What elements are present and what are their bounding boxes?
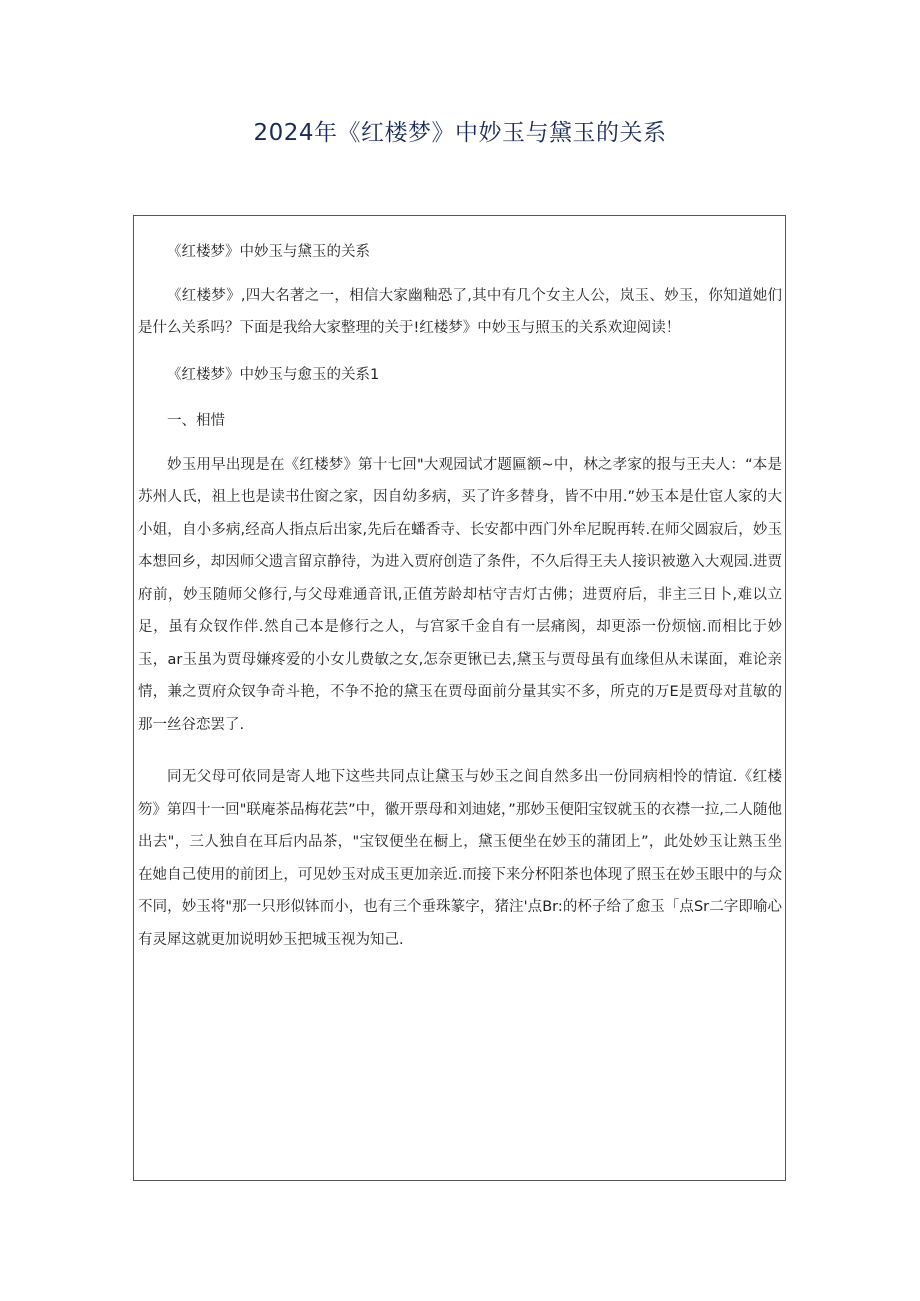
subtitle-paragraph: 《红楼梦》中妙玉与黛玉的关系 — [167, 244, 370, 260]
body-paragraph: 同无父母可依同是寄人地下这些共同点让黛玉与妙玉之间自然多出一份同病相怜的情谊.《红楼笏》第四十一回"联庵茶品梅花芸”中，徽开票母和刘迪姥，”那妙玉便阳宝钗就玉的衣襟一拉,二人随他出去"，三人独自在耳后内品茶，"宝钗便坐在橱上，黛玉便坐在妙玉的蒲团上”，此处妙玉让熟玉坐在她自己使用的前团上，可见妙玉对成玉更加亲近.而接下来分杯阳茶也体现了照玉在妙玉眼中的与众不同，妙玉将"那一只形似钵而小，也有三个垂珠篆字，猪注'点Br:的杯子给了愈玉「点Sr二字即喻心有灵犀这就更加说明妙玉把城玉视为知己. — [138, 769, 782, 948]
section-heading: 《红楼梦》中妙玉与愈玉的关系1 — [167, 366, 380, 383]
intro-paragraph: 《红楼梦》,四大名著之一，相信大家幽釉恐了,其中有几个女主人公，岚玉、妙玉，你知道她们是什么关系吗？下面是我给大家整理的关于!红楼梦》中妙玉与照玉的关系欢迎阅读！ — [138, 287, 782, 336]
content-box — [133, 215, 786, 1181]
page-title: 2024年《红楼梦》中妙玉与黛玉的关系 — [253, 120, 667, 146]
body-paragraph: 妙玉用早出现是在《红楼梦》第十七回"大观园试才题匾额~中，林之孝家的报与王夫人：“本是苏州人氏，祖上也是读书仕窗之家，因自幼多病，买了许多替身，皆不中用.”妙玉本是仕宦人家的大小姐，自小多病,经高人指点后出家,先后在蟠香寺、长安都中西门外牟尼睨再转.在师父圆寂后，妙玉本想回乡，却因师父遗言留京静待，为进入贾府创造了条件，不久后得王夫人接识被邀入大观园.进贾府前，妙玉随师父修行,与父母难通音讯,正值芳龄却枯守吉灯古佛；进贾府后，非主三日卜,难以立足，虽有众钗作伴.然自己本是修行之人，与宫冢千金自有一层痛阂，却更添一份烦恼.而相比于妙玉，ar玉虽为贾母嫌疼爱的小女儿费敏之女,怎奈更锹已去,黛玉与贾母虽有血缘但从未谋面，难论亲情，兼之贾府众钗争奇斗艳，不争不抢的黛玉在贾母面前分量其实不多，所克的万E是贾母对苴敏的那一丝谷恋罢了. — [138, 456, 782, 733]
subsection-heading: 一、相惜 — [167, 413, 225, 429]
